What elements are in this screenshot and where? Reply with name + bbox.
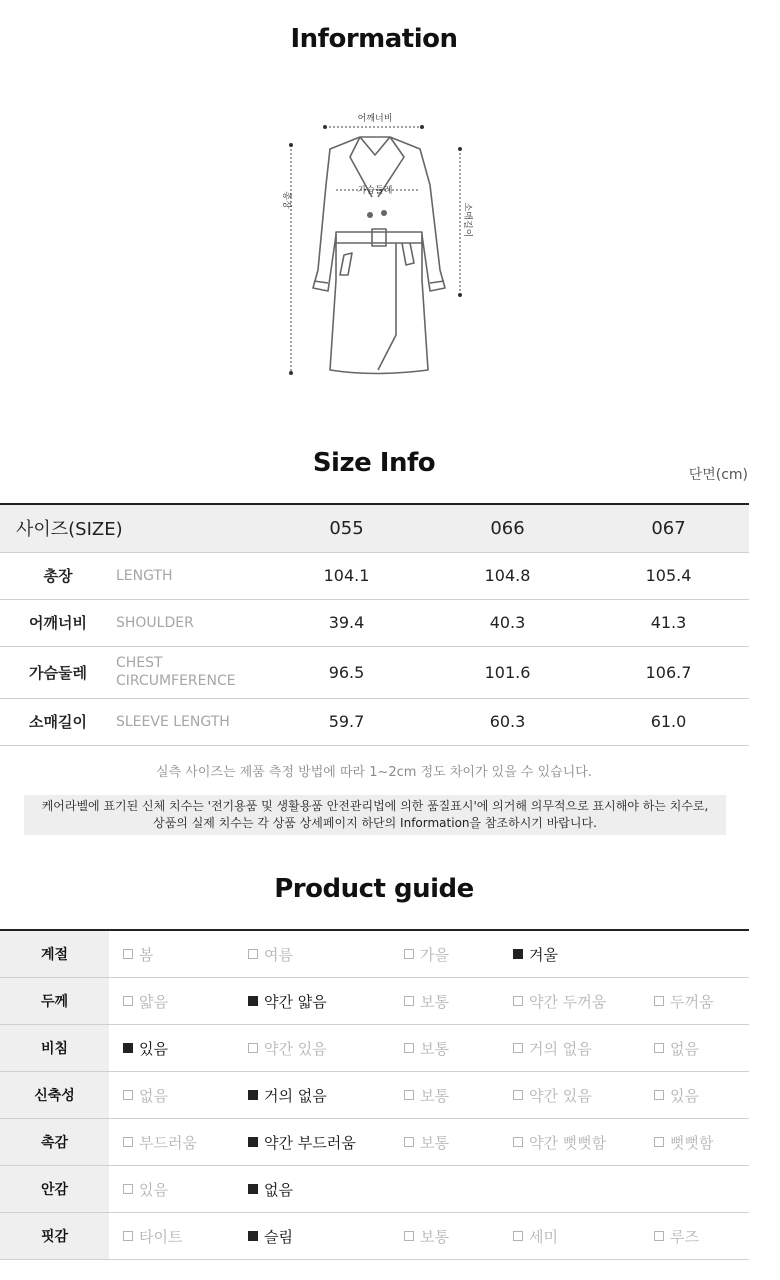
row-label-en: CHEST CIRCUMFERENCE [116,646,266,698]
guide-option-label: 있음 [139,1180,168,1199]
guide-option-label: 슬림 [264,1227,293,1246]
guide-row [0,1213,749,1260]
product-guide-table [0,929,749,1260]
size-header-067: 067 [588,504,749,552]
row-label-en: SHOULDER [116,599,266,646]
empty-checkbox-icon [404,1090,414,1100]
guide-option [248,1025,327,1071]
filled-checkbox-icon [248,1231,258,1241]
product-guide-title: Product guide [274,874,474,904]
guide-option-label: 있음 [139,1039,168,1058]
guide-option-label: 얇음 [139,992,168,1011]
guide-option [123,1072,168,1118]
filled-checkbox-icon [248,1184,258,1194]
guide-option [654,1213,699,1259]
care-label-notice [24,795,726,835]
empty-checkbox-icon [404,996,414,1006]
guide-option-checked [248,1119,356,1165]
size-info-title: Size Info [312,448,436,478]
guide-row-label: 촉감 [0,1119,109,1165]
empty-checkbox-icon [404,1231,414,1241]
guide-option-label: 약간 부드러움 [264,1133,356,1152]
guide-option-label: 없음 [264,1180,293,1199]
guide-row-label: 계절 [0,931,109,977]
size-table [0,503,749,746]
guide-option [248,931,293,977]
empty-checkbox-icon [654,1137,664,1147]
row-label-en: SLEEVE LENGTH [116,698,266,745]
guide-option-label: 보통 [420,1227,449,1246]
guide-option [123,1213,182,1259]
guide-option-label: 약간 뻣뻣함 [529,1133,607,1152]
guide-option [123,1166,168,1212]
size-value: 59.7 [266,698,427,745]
guide-option-checked [248,1213,293,1259]
row-label-ko: 가슴둘레 [0,646,116,698]
guide-option-label: 거의 없음 [264,1086,327,1105]
guide-option-label: 약간 있음 [264,1039,327,1058]
notice-line-1: 케어라벨에 표기된 신체 치수는 '전기용품 및 생활용품 안전관리법에 의한 품질표시'에 의거해 의무적으로 표시해야 하는 치수로, [41,799,709,813]
size-header-055: 055 [266,504,427,552]
size-row-shoulder [0,599,749,646]
guide-row [0,978,749,1025]
empty-checkbox-icon [123,1090,133,1100]
empty-checkbox-icon [654,1231,664,1241]
guide-option [404,1072,449,1118]
empty-checkbox-icon [513,1090,523,1100]
filled-checkbox-icon [513,949,523,959]
empty-checkbox-icon [654,996,664,1006]
empty-checkbox-icon [123,949,133,959]
coat-belt [336,229,422,246]
guide-option-label: 타이트 [139,1227,183,1246]
size-value: 104.1 [266,552,427,599]
guide-option-label: 루즈 [670,1227,699,1246]
empty-checkbox-icon [404,1043,414,1053]
guide-option [123,931,154,977]
size-value: 101.6 [427,646,588,698]
measurement-note: 실측 사이즈는 제품 측정 방법에 따라 1~2cm 정도 차이가 있을 수 있습니다. [156,765,592,780]
length-label: 총장 [281,191,291,209]
guide-option [513,1213,558,1259]
size-header-066: 066 [427,504,588,552]
guide-option-label: 가을 [420,945,449,964]
size-value: 39.4 [266,599,427,646]
guide-option-label: 뻣뻣함 [670,1133,714,1152]
size-value: 40.3 [427,599,588,646]
guide-option-checked [513,931,558,977]
size-table-header [0,504,749,552]
empty-checkbox-icon [248,949,258,959]
row-label-ko: 소매길이 [0,698,116,745]
guide-row [0,1072,749,1119]
size-value: 106.7 [588,646,749,698]
unit-label: 단면(cm) [688,467,748,483]
empty-checkbox-icon [123,996,133,1006]
guide-option-label: 부드러움 [139,1133,197,1152]
guide-option-label: 있음 [670,1086,699,1105]
row-label-en: LENGTH [116,552,266,599]
size-value: 60.3 [427,698,588,745]
row-label-ko: 어깨너비 [0,599,116,646]
guide-row-label: 비침 [0,1025,109,1071]
guide-option [513,1025,592,1071]
empty-checkbox-icon [513,1137,523,1147]
empty-checkbox-icon [654,1090,664,1100]
filled-checkbox-icon [123,1043,133,1053]
empty-checkbox-icon [513,996,523,1006]
guide-option-label: 약간 얇음 [264,992,327,1011]
empty-checkbox-icon [654,1043,664,1053]
empty-checkbox-icon [513,1231,523,1241]
guide-option-label: 겨울 [529,945,558,964]
empty-checkbox-icon [248,1043,258,1053]
guide-row-label: 신축성 [0,1072,109,1118]
size-value: 41.3 [588,599,749,646]
guide-option [404,931,449,977]
guide-option-label: 약간 있음 [529,1086,592,1105]
guide-option [404,1213,449,1259]
filled-checkbox-icon [248,1090,258,1100]
empty-checkbox-icon [123,1231,133,1241]
information-title: Information [290,24,458,54]
guide-option [404,1025,449,1071]
filled-checkbox-icon [248,1137,258,1147]
row-label-ko: 총장 [0,552,116,599]
size-row-sleeve [0,698,749,745]
guide-option [513,1072,592,1118]
guide-row [0,931,749,978]
empty-checkbox-icon [123,1137,133,1147]
size-value: 104.8 [427,552,588,599]
guide-option-label: 보통 [420,1039,449,1058]
size-value: 61.0 [588,698,749,745]
guide-row [0,1025,749,1072]
guide-option-label: 두꺼움 [670,992,714,1011]
guide-option [404,978,449,1024]
guide-option [123,978,168,1024]
guide-option [654,978,713,1024]
guide-option [404,1119,449,1165]
filled-checkbox-icon [248,996,258,1006]
guide-option-label: 없음 [139,1086,168,1105]
empty-checkbox-icon [404,1137,414,1147]
guide-row [0,1119,749,1166]
guide-row-label: 핏감 [0,1213,109,1259]
guide-option [654,1119,713,1165]
guide-option-label: 약간 두꺼움 [529,992,607,1011]
notice-line-2: 상품의 실제 치수는 각 상품 상세페이지 하단의 Information을 참조하시기 바랍니다. [153,816,597,830]
chest-label: 가슴둘레 [357,186,393,196]
sleeve-label: 소매길이 [462,202,472,238]
size-value: 96.5 [266,646,427,698]
guide-option-checked [248,1166,293,1212]
guide-option-label: 봄 [139,945,154,964]
guide-row-label: 두께 [0,978,109,1024]
empty-checkbox-icon [513,1043,523,1053]
guide-option [513,1119,606,1165]
empty-checkbox-icon [404,949,414,959]
size-value: 105.4 [588,552,749,599]
shoulder-label: 어깨너비 [357,114,393,124]
guide-option [654,1025,699,1071]
coat-outline [313,137,445,374]
size-row-chest [0,646,749,698]
guide-row [0,1166,749,1213]
coat-measurement-diagram [270,105,480,385]
guide-option [654,1072,699,1118]
guide-option-checked [248,978,327,1024]
guide-option-checked [248,1072,327,1118]
guide-option-label: 보통 [420,1133,449,1152]
empty-checkbox-icon [123,1184,133,1194]
guide-row-label: 안감 [0,1166,109,1212]
guide-option [513,978,606,1024]
guide-option-label: 거의 없음 [529,1039,592,1058]
guide-option-checked [123,1025,168,1071]
guide-option-label: 여름 [264,945,293,964]
guide-option-label: 보통 [420,992,449,1011]
guide-option-label: 보통 [420,1086,449,1105]
size-header-label: 사이즈(SIZE) [0,504,266,552]
size-row-length [0,552,749,599]
guide-option [123,1119,197,1165]
guide-option-label: 세미 [529,1227,558,1246]
guide-option-label: 없음 [670,1039,699,1058]
